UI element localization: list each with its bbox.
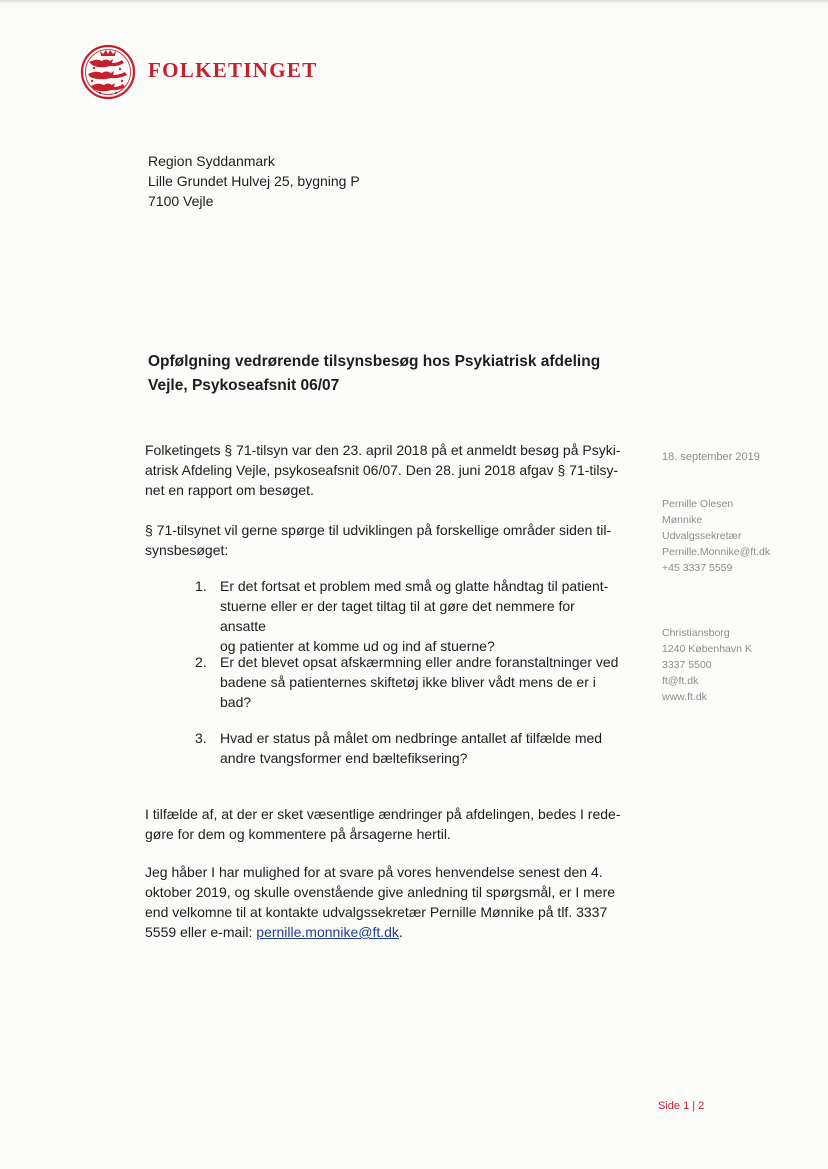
body-paragraph (145, 440, 623, 500)
question-text (220, 728, 620, 768)
address-line: ft@ft.dk (662, 675, 699, 687)
body-line: I tilfælde af, at der er sket væsentlige ændringer på afdelingen, bedes I rede- (145, 806, 621, 822)
sender-contact (662, 496, 822, 576)
danish-coat-of-arms-icon (80, 44, 136, 100)
subject-line: Vejle, Psykoseafsnit 06/07 (148, 377, 340, 394)
contact-line: Pernille.Monnike@ft.dk (662, 546, 771, 558)
page-number: Side 1 | 2 (658, 1100, 705, 1112)
body-line: Folketingets § 71-tilsyn var den 23. april 2018 på et anmeldt besøg på Psyki- (145, 442, 621, 458)
contact-line: Udvalgssekretær (662, 530, 742, 542)
question-line: stuerne eller er der taget tiltag til at gøre det nemmere for ansatte (220, 598, 575, 634)
body-line: gøre for dem og kommentere på årsagerne hertil. (145, 826, 451, 842)
body-paragraph (145, 520, 623, 560)
contact-email-link[interactable]: pernille.monnike@ft.dk (256, 924, 399, 940)
recipient-line: Lille Grundet Hulvej 25, bygning P (148, 173, 360, 189)
recipient-line: 7100 Vejle (148, 193, 214, 209)
body-line: atrisk Afdeling Vejle, psykoseafsnit 06/07. Den 28. juni 2018 afgav § 71-tilsy- (145, 462, 619, 478)
contact-line: +45 3337 5559 (662, 562, 733, 574)
body-paragraph (145, 862, 623, 942)
address-line: Christiansborg (662, 627, 730, 639)
body-line: end velkomne til at kontakte udvalgssekretær Pernille Mønnike på tlf. 3337 (145, 904, 608, 920)
address-line: 3337 5500 (662, 659, 712, 671)
recipient-address (148, 151, 360, 211)
question-line: og patienter at komme ud og ind af stuerne? (220, 638, 495, 654)
question-number: 1. (195, 578, 207, 594)
subject-line: Opfølgning vedrørende tilsynsbesøg hos Psykiatrisk afdeling (148, 353, 601, 370)
body-line: synsbesøget: (145, 542, 229, 558)
body-paragraph (145, 804, 623, 844)
letterhead-logo (80, 44, 340, 100)
organization-name: FOLKETINGET (148, 58, 318, 82)
question-line: Er det fortsat et problem med små og glatte håndtag til patient- (220, 578, 609, 594)
contact-line: Pernille Olesen (662, 498, 734, 510)
date-text: 18. september 2019 (662, 451, 760, 463)
question-line: bad? (220, 694, 252, 710)
question-line: badene så patienternes skiftetøj ikke bliver vådt mens de er i (220, 674, 596, 690)
contact-line: Mønnike (662, 514, 703, 526)
question-line: Er det blevet opsat afskærmning eller andre foranstaltninger ved (220, 654, 619, 670)
address-line: www.ft.dk (662, 691, 707, 703)
letter-date (662, 449, 822, 465)
question-text (220, 652, 620, 712)
body-line: 5559 eller e-mail: (145, 924, 257, 940)
letter-subject (148, 350, 618, 398)
recipient-line: Region Syddanmark (148, 153, 275, 169)
address-line: 1240 København K (662, 643, 752, 655)
body-line: oktober 2019, og skulle ovenstående give anledning til spørgsmål, er I mere (145, 884, 616, 900)
body-line: Jeg håber I har mulighed for at svare på vores henvendelse senest den 4. (145, 864, 603, 880)
question-text (220, 576, 620, 656)
scan-edge (0, 0, 828, 3)
organization-address (662, 625, 822, 705)
body-line: § 71-tilsynet vil gerne spørge til udviklingen på forskellige områder siden til- (145, 522, 612, 538)
body-line: . (398, 924, 403, 940)
question-number: 3. (195, 730, 207, 746)
question-line: Hvad er status på målet om nedbringe antallet af tilfælde med (220, 730, 603, 746)
question-line: andre tvangsformer end bæltefiksering? (220, 750, 468, 766)
body-line: net en rapport om besøget. (145, 482, 314, 498)
question-number: 2. (195, 654, 207, 670)
